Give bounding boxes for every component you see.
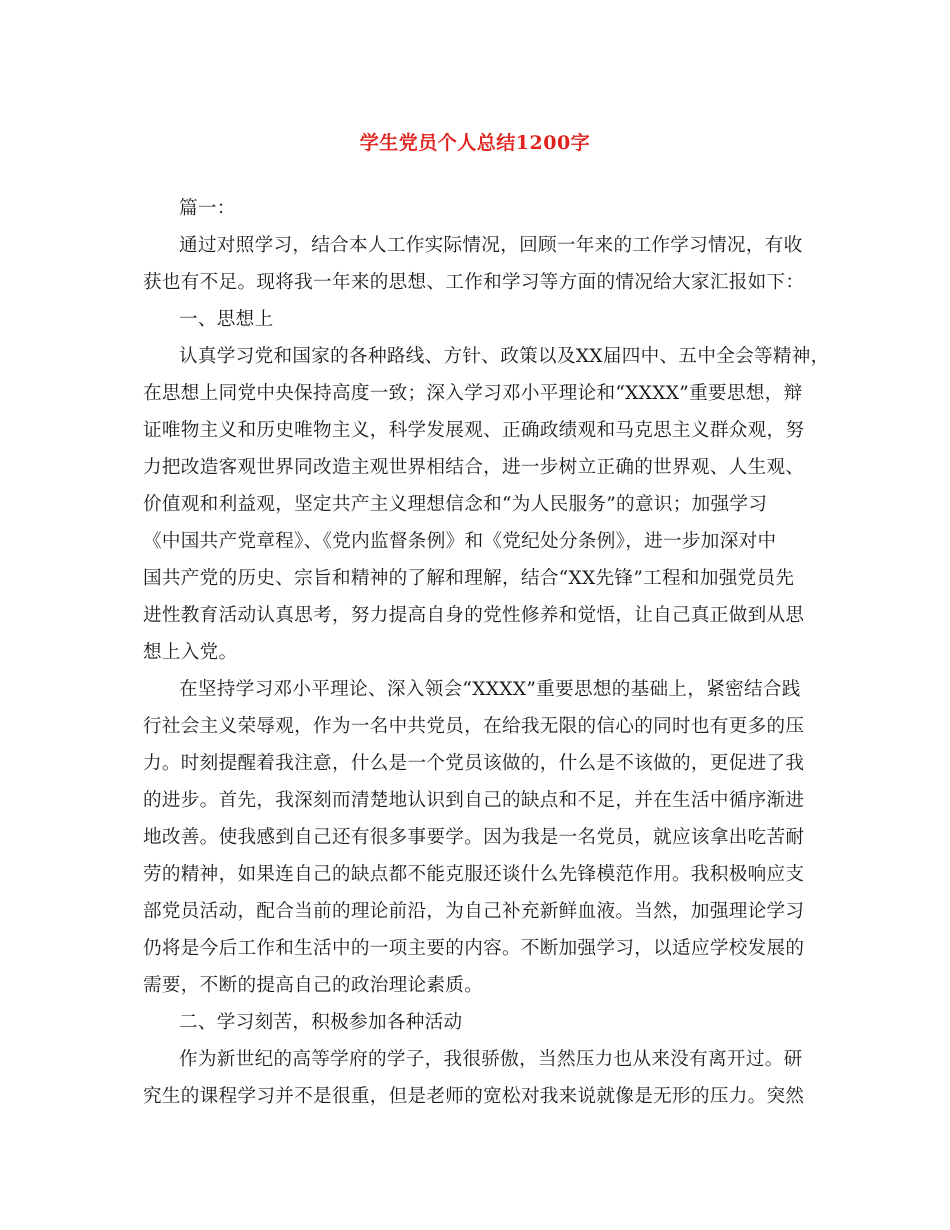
text-line: 仍将是今后工作和生活中的一项主要的内容。不断加强学习，以适应学校发展的 xyxy=(143,938,805,959)
text-line: 的进步。首先，我深刻而清楚地认识到自己的缺点和不足，并在生活中循序渐进 xyxy=(143,790,805,811)
text-line: 认真学习党和国家的各种路线、方针、政策以及XX届四中、五中全会等精神， xyxy=(179,346,830,367)
text-line: 劳的精神，如果连自己的缺点都不能克服还谈什么先锋模范作用。我积极响应支 xyxy=(143,864,805,885)
text-line: 地改善。使我感到自己还有很多事要学。因为我是一名党员，就应该拿出吃苦耐 xyxy=(143,827,805,848)
text-line: 需要，不断的提高自己的政治理论素质。 xyxy=(143,975,484,996)
text-line: 进性教育活动认真思考，努力提高自身的党性修养和觉悟，让自己真正做到从思 xyxy=(143,605,805,626)
text-line: 《中国共产党章程》、《党内监督条例》和《党纪处分条例》，进一步加深对中 xyxy=(143,531,777,552)
text-line: 国共产党的历史、宗旨和精神的了解和理解，结合“XX先锋”工程和加强党员先 xyxy=(143,568,795,589)
text-line: 篇一： xyxy=(179,198,236,219)
text-line: 作为新世纪的高等学府的学子，我很骄傲，当然压力也从来没有离开过。研 xyxy=(179,1049,803,1070)
text-line: 究生的课程学习并不是很重，但是老师的宽松对我来说就像是无形的压力。突然 xyxy=(143,1086,805,1107)
text-line: 二、学习刻苦，积极参加各种活动 xyxy=(179,1012,463,1033)
text-line: 在思想上同党中央保持高度一致；深入学习邓小平理论和“XXXX”重要思想，辩 xyxy=(143,383,803,404)
document-title: 学生党员个人总结1200字 xyxy=(359,132,591,154)
text-line: 想上入党。 xyxy=(143,642,238,663)
text-line: 价值观和利益观，坚定共产主义理想信念和“为人民服务”的意识；加强学习 xyxy=(143,494,768,515)
text-line: 一、思想上 xyxy=(179,309,274,330)
document-body xyxy=(143,190,830,1115)
text-line: 通过对照学习，结合本人工作实际情况，回顾一年来的工作学习情况，有收 xyxy=(179,235,803,256)
text-line: 力把改造客观世界同改造主观世界相结合，进一步树立正确的世界观、人生观、 xyxy=(143,457,805,478)
text-line: 获也有不足。现将我一年来的思想、工作和学习等方面的情况给大家汇报如下： xyxy=(143,272,805,293)
text-line: 证唯物主义和历史唯物主义，科学发展观、正确政绩观和马克思主义群众观，努 xyxy=(143,420,805,441)
text-line: 在坚持学习邓小平理论、深入领会“XXXX”重要思想的基础上，紧密结合践 xyxy=(179,679,801,700)
text-line: 力。时刻提醒着我注意，什么是一个党员该做的，什么是不该做的，更促进了我 xyxy=(143,753,805,774)
text-line: 行社会主义荣辱观，作为一名中共党员，在给我无限的信心的同时也有更多的压 xyxy=(143,716,805,737)
text-line: 部党员活动，配合当前的理论前沿，为自己补充新鲜血液。当然，加强理论学习 xyxy=(143,901,805,922)
